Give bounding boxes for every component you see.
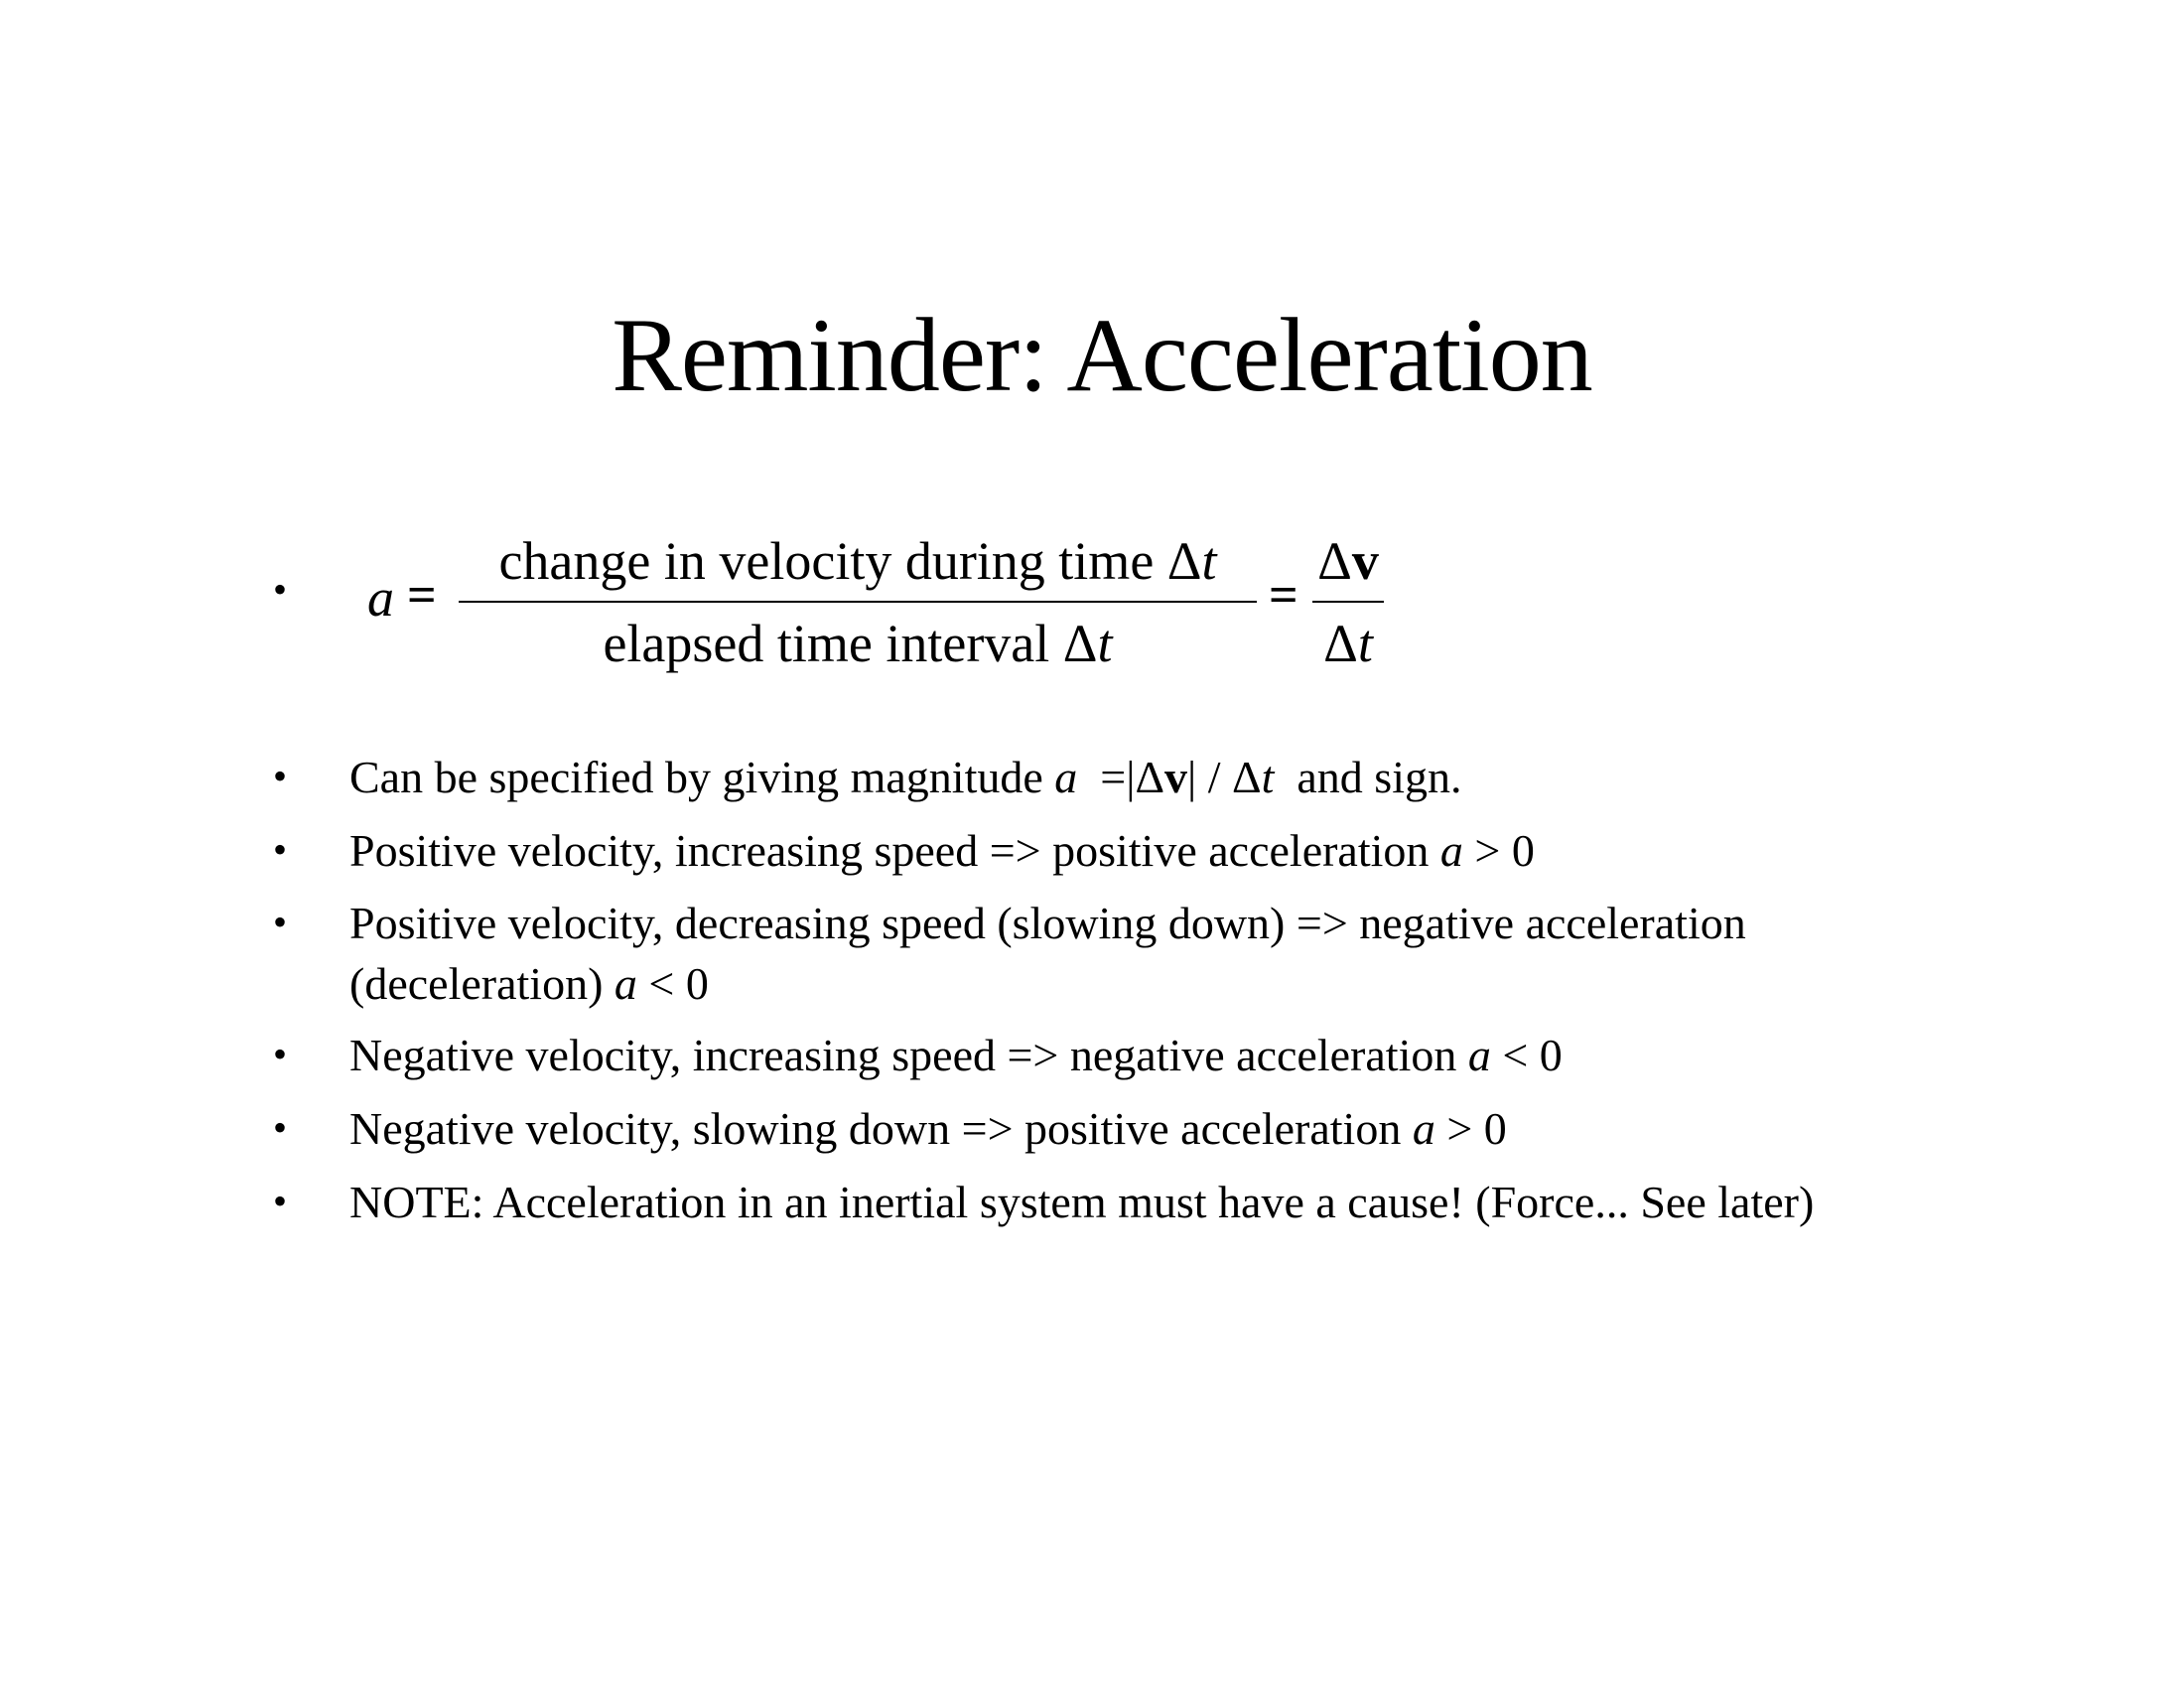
bullet-item-positive-decreasing: [349, 893, 1893, 1014]
bullet-text: Negative velocity, slowing down => positive acceleration: [349, 1103, 1413, 1154]
bullet-dot: •: [273, 827, 288, 872]
bullet-text: Positive velocity, decreasing speed (slowing down) => negative acceleration (deceleration): [349, 898, 1746, 1009]
bullet-text: Positive velocity, increasing speed => positive acceleration: [349, 825, 1440, 876]
time-variable: t: [1261, 752, 1275, 802]
bullet-text: and sign.: [1274, 752, 1462, 802]
formula-numerator: [459, 531, 1257, 591]
bullet-item-magnitude: [349, 747, 1898, 807]
formula-rhs-denominator: [1312, 614, 1384, 673]
bullet-item-positive-increasing: [349, 820, 1898, 881]
formula-lhs: a: [367, 568, 394, 628]
bullet-text: > 0: [1462, 825, 1535, 876]
bullet-text: Can be specified by giving magnitude: [349, 752, 1055, 802]
bullet-dot: •: [273, 1105, 288, 1150]
time-variable: t: [1357, 614, 1373, 673]
formula-rhs-numerator: [1312, 531, 1384, 591]
velocity-vector: v: [1351, 531, 1379, 591]
fraction-bar-2: [1312, 601, 1384, 603]
bullet-text: > 0: [1434, 1103, 1507, 1154]
denominator-text: elapsed time interval: [603, 614, 1063, 673]
acceleration-formula: [0, 0, 2184, 695]
accel-variable: a: [1054, 752, 1078, 802]
delta-symbol: Δ: [1323, 614, 1358, 673]
bullet-text: | / Δ: [1187, 752, 1262, 802]
delta-symbol: Δ: [1062, 614, 1098, 673]
bullet-item-negative-slowing: [349, 1098, 1898, 1159]
formula-equals: =: [407, 567, 437, 624]
bullet-text: Negative velocity, increasing speed => negative acceleration: [349, 1030, 1468, 1080]
bullet-item-note: [349, 1172, 1858, 1232]
time-variable: t: [1201, 531, 1217, 591]
bullet-text: < 0: [1490, 1030, 1563, 1080]
delta-symbol: Δ: [1166, 531, 1202, 591]
bullet-dot: •: [273, 567, 288, 612]
bullet-dot: •: [273, 1032, 288, 1076]
accel-variable: a: [1467, 1030, 1491, 1080]
time-variable: t: [1097, 614, 1113, 673]
accel-variable: a: [1439, 825, 1463, 876]
accel-variable: a: [614, 958, 637, 1009]
velocity-vector: v: [1164, 752, 1188, 802]
numerator-text: change in velocity during time: [498, 531, 1167, 591]
bullet-item-negative-increasing: [349, 1025, 1898, 1085]
formula-denominator: [459, 614, 1257, 673]
bullet-dot: •: [273, 754, 288, 798]
formula-equals-2: =: [1269, 567, 1298, 624]
bullet-text: < 0: [636, 958, 709, 1009]
slide-title: Reminder: Acceleration: [612, 297, 1592, 413]
bullet-dot: •: [273, 900, 288, 944]
bullet-text: NOTE: Acceleration in an inertial system must have a cause! (Force... See later): [349, 1177, 1815, 1227]
bullet-dot: •: [273, 1179, 288, 1223]
fraction-bar: [459, 601, 1257, 603]
delta-symbol: Δ: [1317, 531, 1352, 591]
bullet-text: =|Δ: [1077, 752, 1165, 802]
accel-variable: a: [1412, 1103, 1435, 1154]
